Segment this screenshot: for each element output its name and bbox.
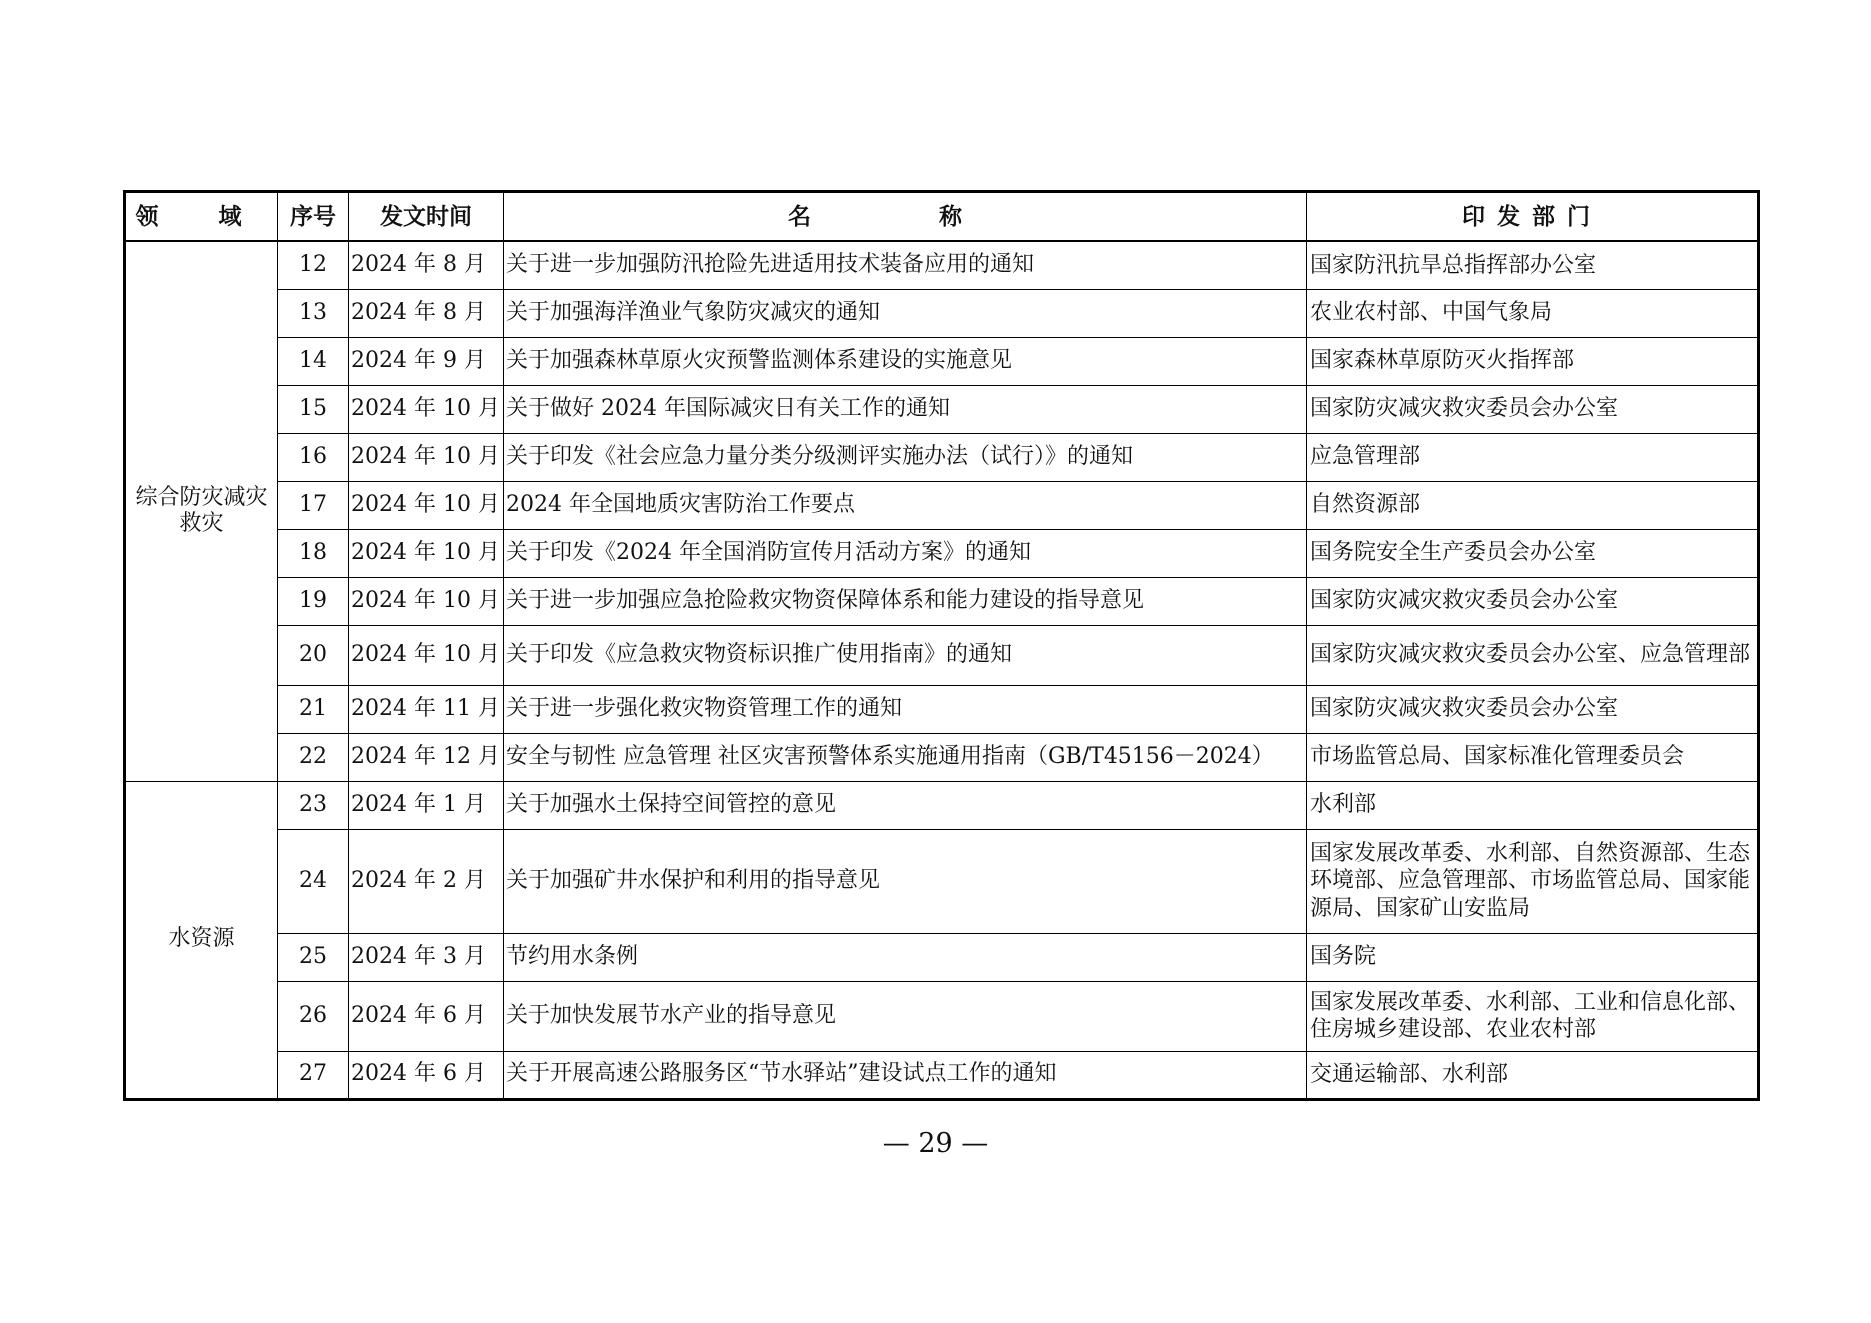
cell-dept: 国家防灾减灾救灾委员会办公室 — [1307, 685, 1759, 733]
cell-seq: 24 — [278, 829, 349, 933]
cell-name: 关于开展高速公路服务区“节水驿站”建设试点工作的通知 — [504, 1051, 1307, 1099]
cell-date: 2024 年 8 月 — [349, 241, 504, 289]
cell-dept: 水利部 — [1307, 781, 1759, 829]
table-row — [125, 1051, 1759, 1099]
cell-seq: 12 — [278, 241, 349, 289]
cell-date: 2024 年 6 月 — [349, 1051, 504, 1099]
cell-date: 2024 年 10 月 — [349, 481, 504, 529]
table-row — [125, 241, 1759, 289]
cell-seq: 16 — [278, 433, 349, 481]
cell-name: 关于印发《社会应急力量分类分级测评实施办法（试行）》的通知 — [504, 433, 1307, 481]
cell-name: 关于加强矿井水保护和利用的指导意见 — [504, 829, 1307, 933]
table-body — [125, 241, 1759, 1099]
cell-seq: 18 — [278, 529, 349, 577]
cell-name: 关于进一步强化救灾物资管理工作的通知 — [504, 685, 1307, 733]
header-name: 名 称 — [504, 192, 1307, 242]
table-row — [125, 625, 1759, 685]
table-row — [125, 981, 1759, 1051]
cell-dept: 国家防汛抗旱总指挥部办公室 — [1307, 241, 1759, 289]
cell-dept: 国务院 — [1307, 933, 1759, 981]
cell-date: 2024 年 10 月 — [349, 625, 504, 685]
cell-seq: 25 — [278, 933, 349, 981]
header-date: 发文时间 — [349, 192, 504, 242]
cell-seq: 27 — [278, 1051, 349, 1099]
cell-name: 关于加强森林草原火灾预警监测体系建设的实施意见 — [504, 337, 1307, 385]
document-table — [123, 190, 1760, 1101]
cell-name: 关于印发《2024 年全国消防宣传月活动方案》的通知 — [504, 529, 1307, 577]
cell-dept: 国家防灾减灾救灾委员会办公室 — [1307, 577, 1759, 625]
cell-dept: 应急管理部 — [1307, 433, 1759, 481]
cell-date: 2024 年 1 月 — [349, 781, 504, 829]
cell-seq: 21 — [278, 685, 349, 733]
cell-seq: 19 — [278, 577, 349, 625]
cell-date: 2024 年 8 月 — [349, 289, 504, 337]
cell-seq: 26 — [278, 981, 349, 1051]
cell-seq: 20 — [278, 625, 349, 685]
cell-dept: 国家防灾减灾救灾委员会办公室、应急管理部 — [1307, 625, 1759, 685]
cell-date: 2024 年 3 月 — [349, 933, 504, 981]
cell-name: 节约用水条例 — [504, 933, 1307, 981]
cell-dept: 自然资源部 — [1307, 481, 1759, 529]
table-row — [125, 289, 1759, 337]
cell-name: 关于加快发展节水产业的指导意见 — [504, 981, 1307, 1051]
table-row — [125, 933, 1759, 981]
cell-seq: 22 — [278, 733, 349, 781]
cell-date: 2024 年 10 月 — [349, 529, 504, 577]
cell-seq: 23 — [278, 781, 349, 829]
cell-dept: 国家森林草原防灭火指挥部 — [1307, 337, 1759, 385]
cell-date: 2024 年 10 月 — [349, 577, 504, 625]
cell-dept: 国务院安全生产委员会办公室 — [1307, 529, 1759, 577]
table-row — [125, 733, 1759, 781]
table-row — [125, 433, 1759, 481]
header-seq: 序号 — [278, 192, 349, 242]
table-row — [125, 385, 1759, 433]
cell-date: 2024 年 10 月 — [349, 433, 504, 481]
cell-name: 关于做好 2024 年国际减灾日有关工作的通知 — [504, 385, 1307, 433]
table-row — [125, 481, 1759, 529]
cell-name: 安全与韧性 应急管理 社区灾害预警体系实施通用指南（GB/T45156－2024） — [504, 733, 1307, 781]
cell-name: 2024 年全国地质灾害防治工作要点 — [504, 481, 1307, 529]
cell-date: 2024 年 10 月 — [349, 385, 504, 433]
table-row — [125, 685, 1759, 733]
cell-date: 2024 年 11 月 — [349, 685, 504, 733]
cell-name: 关于印发《应急救灾物资标识推广使用指南》的通知 — [504, 625, 1307, 685]
cell-name: 关于进一步加强防汛抢险先进适用技术装备应用的通知 — [504, 241, 1307, 289]
table-row — [125, 829, 1759, 933]
cell-date: 2024 年 9 月 — [349, 337, 504, 385]
cell-name: 关于加强水土保持空间管控的意见 — [504, 781, 1307, 829]
cell-seq: 14 — [278, 337, 349, 385]
cell-name: 关于加强海洋渔业气象防灾减灾的通知 — [504, 289, 1307, 337]
page-number: — 29 — — [882, 1128, 989, 1159]
cell-date: 2024 年 6 月 — [349, 981, 504, 1051]
table-row — [125, 337, 1759, 385]
cell-domain: 综合防灾减灾救灾 — [125, 241, 278, 781]
cell-seq: 13 — [278, 289, 349, 337]
header-dept: 印发部门 — [1307, 192, 1759, 242]
cell-seq: 15 — [278, 385, 349, 433]
cell-domain: 水资源 — [125, 781, 278, 1099]
header-domain: 领 域 — [125, 192, 278, 242]
cell-dept: 市场监管总局、国家标准化管理委员会 — [1307, 733, 1759, 781]
table-header-row — [125, 192, 1759, 242]
cell-date: 2024 年 2 月 — [349, 829, 504, 933]
cell-date: 2024 年 12 月 — [349, 733, 504, 781]
table-row — [125, 577, 1759, 625]
cell-dept: 国家发展改革委、水利部、自然资源部、生态环境部、应急管理部、市场监管总局、国家能源局、国家矿山安监局 — [1307, 829, 1759, 933]
cell-dept: 国家发展改革委、水利部、工业和信息化部、住房城乡建设部、农业农村部 — [1307, 981, 1759, 1051]
cell-name: 关于进一步加强应急抢险救灾物资保障体系和能力建设的指导意见 — [504, 577, 1307, 625]
cell-dept: 农业农村部、中国气象局 — [1307, 289, 1759, 337]
cell-dept: 国家防灾减灾救灾委员会办公室 — [1307, 385, 1759, 433]
table-row — [125, 529, 1759, 577]
table-row — [125, 781, 1759, 829]
cell-seq: 17 — [278, 481, 349, 529]
cell-dept: 交通运输部、水利部 — [1307, 1051, 1759, 1099]
